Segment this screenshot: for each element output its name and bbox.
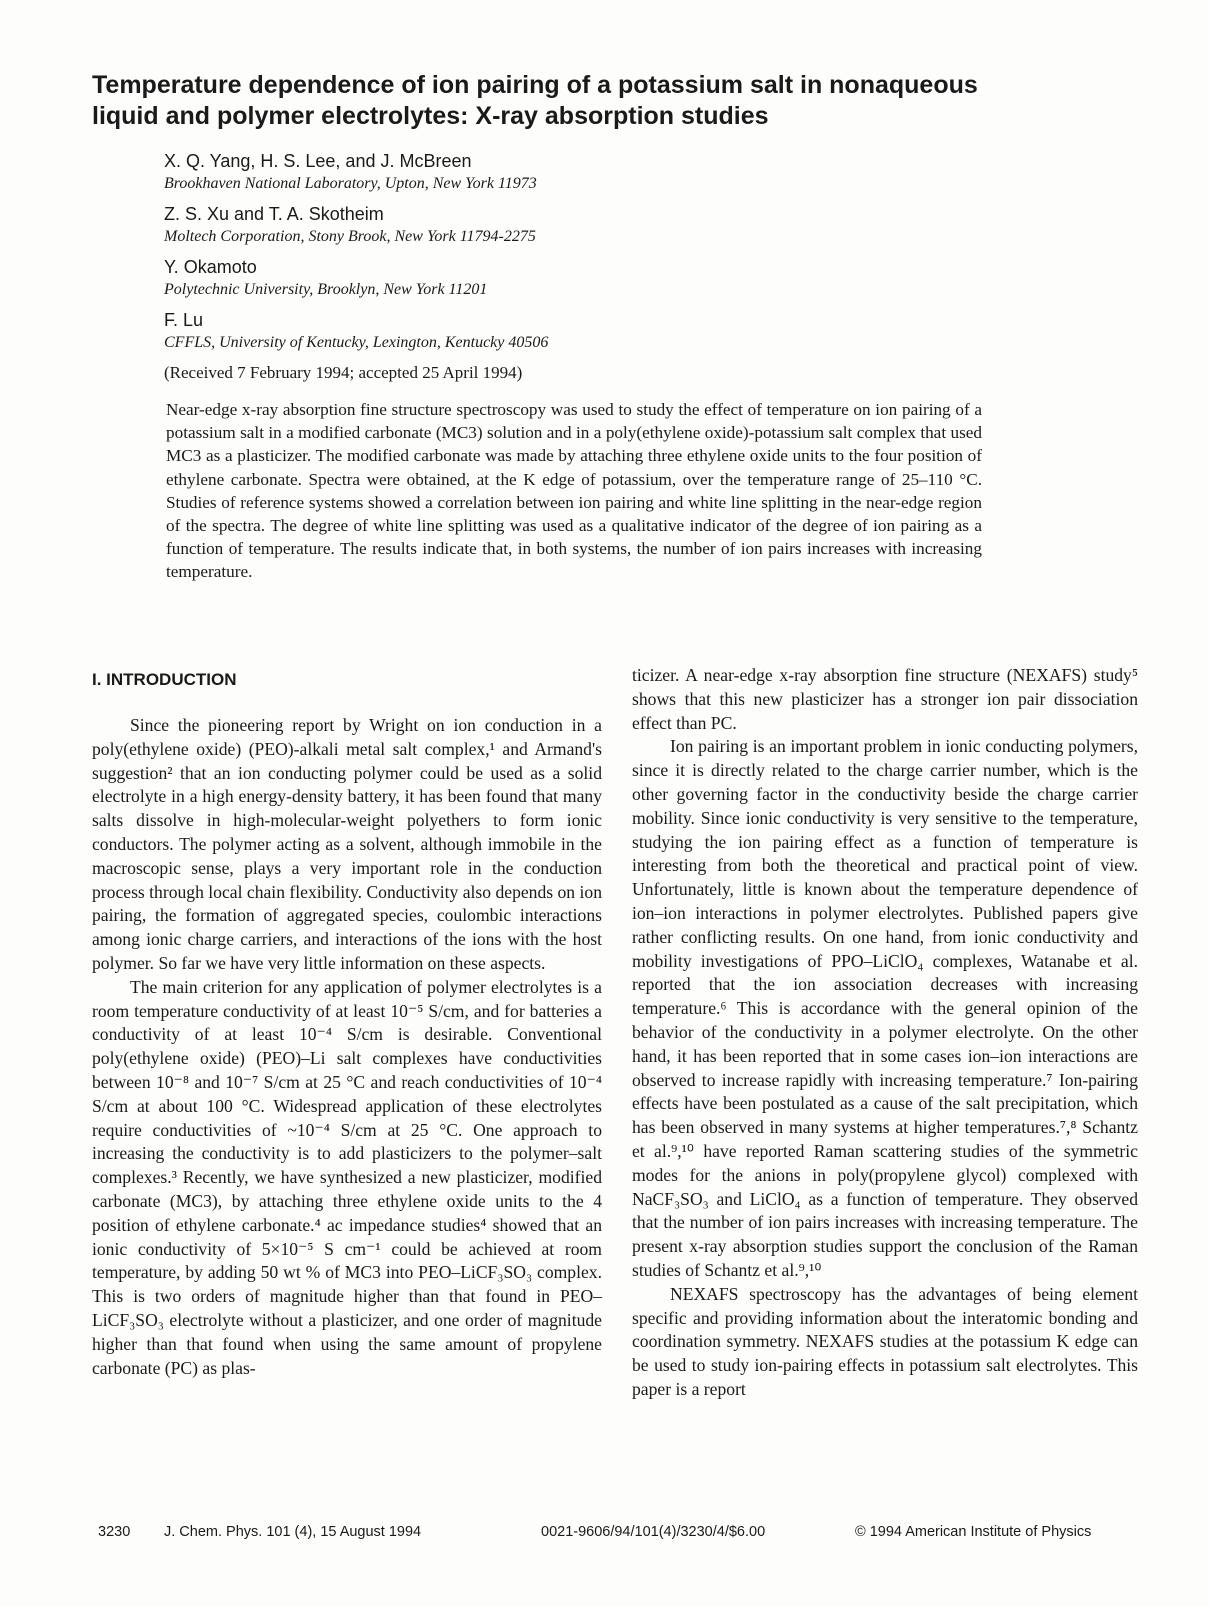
paragraph: Ion pairing is an important problem in ionic conducting polymers, since it is directly related to the charge carrier number, which is the other governing factor in the conductivity beside the charge carrier mobility. Since ionic conductivity is very sensitive to the temperature, studying the ion pairing effect as a function of temperature is interesting from both the theoretical and practical point of view. Unfortunately, little is known about the temperature dependence of ion–ion interactions in polymer electrolytes. Published papers give rather conflicting results. On one hand, from ionic conductivity and mobility investigations of PPO–LiClO₄ complexes, Watanabe et al. reported that the ion association decreases with increasing temperature.⁶ This is accordance with the general opinion of the behavior of the conductivity in a polymer electrolyte. On the other hand, it has been reported that in some cases ion–ion interactions are observed to increase rapidly with increasing temperature.⁷ Ion-pairing effects have been postulated as a cause of the salt precipitation, which has been observed in many systems at higher temperatures.⁷,⁸ Schantz et al.⁹,¹⁰ have reported Raman scattering studies of the symmetric modes for the anions in poly(propylene glycol) complexed with NaCF₃SO₃ and LiClO₄ as a function of temperature. They observed that the number of ion pairs increases with increasing temperature. The present x-ray absorption studies support the conclusion of the Raman studies of Schantz et al.⁹,¹⁰: [632, 736, 1138, 1280]
author-names: X. Q. Yang, H. S. Lee, and J. McBreen: [164, 151, 472, 171]
author-group: [164, 309, 1064, 354]
body-column-right: [632, 664, 1138, 1402]
author-names: Z. S. Xu and T. A. Skotheim: [164, 204, 384, 224]
paragraph: NEXAFS spectroscopy has the advantages of being element specific and providing information about the interatomic bonding and coordination symmetry. NEXAFS studies at the potassium K edge can be used to study ion-pairing effects in potassium salt electrolytes. This paper is a report: [632, 1283, 1138, 1399]
journal-citation: J. Chem. Phys. 101 (4), 15 August 1994: [164, 1524, 422, 1540]
author-names: Y. Okamoto: [164, 257, 257, 277]
article-code: 0021-9606/94/101(4)/3230/4/$6.00: [541, 1524, 766, 1540]
author-group: [164, 150, 1064, 195]
body-column-left: [92, 714, 602, 1380]
author-group: [164, 256, 1064, 301]
abstract: Near-edge x-ray absorption fine structure spectroscopy was used to study the effect of temperature on ion pairing of a potassium salt in a modified carbonate (MC3) solution and in a poly(ethylene oxide)-potassium salt complex that used MC3 as a plasticizer. The modified carbonate was made by attaching three ethylene oxide units to the four position of ethylene carbonate. Spectra were obtained, at the K edge of potassium, over the temperature range of 25–110 °C. Studies of reference systems showed a correlation between ion pairing and white line splitting in the near-edge region of the spectra. The degree of white line splitting was used as a qualitative indicator of the degree of ion pairing as a function of temperature. The results indicate that, in both systems, the number of ion pairs increases with increasing temperature.: [166, 400, 982, 582]
paragraph: ticizer. A near-edge x-ray absorption fine structure (NEXAFS) study⁵ shows that this new plasticizer has a stronger ion pair dissociation effect than PC.: [632, 665, 1138, 733]
author-names: F. Lu: [164, 310, 204, 330]
title-line-2: liquid and polymer electrolytes: X-ray absorption studies: [92, 102, 769, 130]
author-affiliation: Polytechnic University, Brooklyn, New York 11201: [164, 281, 488, 298]
author-list: [164, 150, 1064, 362]
paragraph: Since the pioneering report by Wright on ion conduction in a poly(ethylene oxide) (PEO)-alkali metal salt complex,¹ and Armand's suggestion² that an ion conducting polymer could be used as a solid electrolyte in a high energy-density battery, it has been found that many salts dissolve in high-molecular-weight polyethers to form ionic conductors. The polymer acting as a solvent, although immobile in the macroscopic sense, plays a very important role in the conduction process through local chain flexibility. Conductivity also depends on ion pairing, the formation of aggregated species, coulombic interactions among ionic charge carriers, and interactions of the ions with the host polymer. So far we have very little information on these aspects.: [92, 715, 602, 973]
author-group: [164, 203, 1064, 248]
copyright: © 1994 American Institute of Physics: [855, 1524, 1092, 1540]
section-heading: I. INTRODUCTION: [92, 670, 237, 689]
paragraph: The main criterion for any application of polymer electrolytes is a room temperature conductivity of at least 10⁻⁵ S/cm, and for batteries a conductivity of at least 10⁻⁴ S/cm is desirable. Conventional poly(ethylene oxide) (PEO)–Li salt complexes have conductivities between 10⁻⁸ and 10⁻⁷ S/cm at 25 °C and reach conductivities of 10⁻⁴ S/cm at about 100 °C. Widespread application of these electrolytes require conductivities of ~10⁻⁴ S/cm at 25 °C. One approach to increasing the conductivity is to add plasticizers to the polymer–salt complexes.³ Recently, we have synthesized a new plasticizer, modified carbonate (MC3), by attaching three ethylene oxide units to the 4 position of ethylene carbonate.⁴ ac impedance studies⁴ showed that an ionic conductivity of 5×10⁻⁵ S cm⁻¹ could be achieved at room temperature, by adding 50 wt % of MC3 into PEO–LiCF₃SO₃ complex. This is two orders of magnitude higher than that found in PEO–LiCF₃SO₃ electrolyte without a plasticizer, and one order of magnitude higher than that found when using the same amount of propylene carbonate (PC) as plas-: [92, 976, 602, 1378]
page-number: 3230: [98, 1524, 131, 1540]
received-dates: (Received 7 February 1994; accepted 25 April 1994): [164, 363, 523, 382]
author-affiliation: CFFLS, University of Kentucky, Lexington, Kentucky 40506: [164, 334, 549, 351]
article-title: [92, 70, 1152, 132]
author-affiliation: Moltech Corporation, Stony Brook, New York 11794-2275: [164, 228, 536, 245]
title-line-1: Temperature dependence of ion pairing of a potassium salt in nonaqueous: [92, 71, 978, 99]
author-affiliation: Brookhaven National Laboratory, Upton, New York 11973: [164, 175, 537, 192]
